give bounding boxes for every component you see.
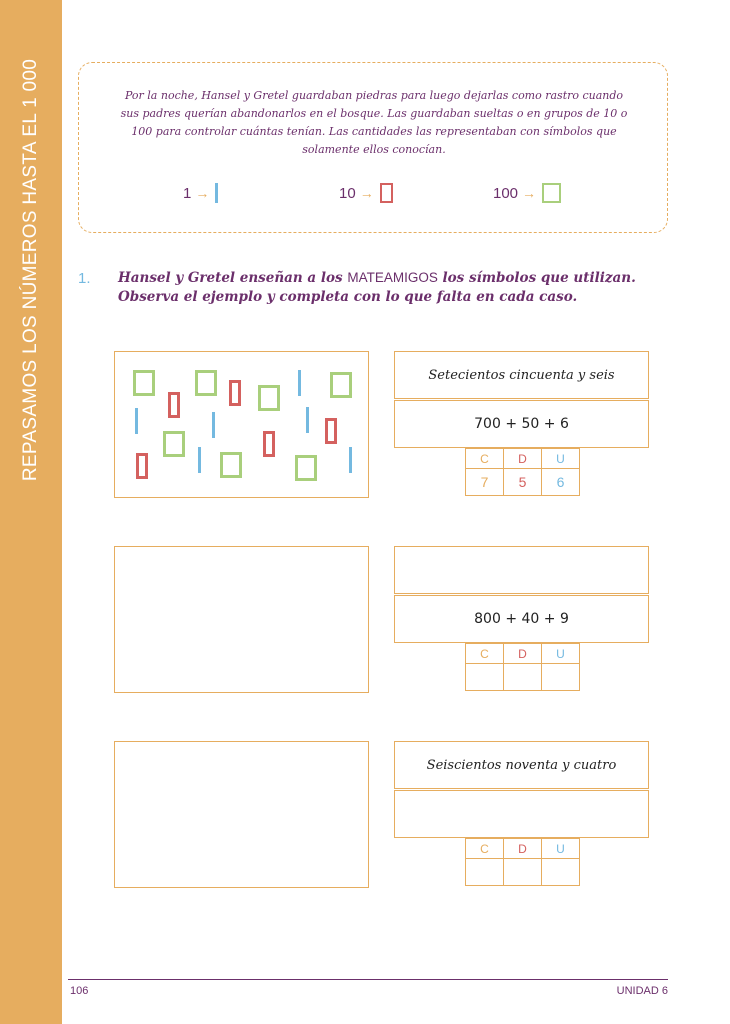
ten-symbol (263, 431, 275, 457)
symbol-drawing-box-2[interactable] (114, 546, 369, 693)
one-symbol (298, 370, 301, 396)
legend-number: 100 (493, 184, 519, 202)
one-symbol (198, 447, 201, 473)
one-symbol (349, 447, 352, 473)
arrow-right-icon: → (195, 185, 210, 201)
one-symbol (306, 407, 309, 433)
ones-cell[interactable] (542, 859, 580, 886)
intro-box (78, 62, 668, 233)
ones-cell[interactable] (542, 664, 580, 691)
ten-symbol (229, 380, 241, 406)
expanded-sum-box-1[interactable]: 700 + 50 + 6 (394, 400, 649, 448)
place-value-table-3 (465, 838, 580, 886)
number-words-box-2[interactable] (394, 546, 649, 594)
number-words-box-3[interactable]: Seiscientos noventa y cuatro (394, 741, 649, 789)
hundred-symbol (133, 370, 155, 396)
symbol-drawing-box-1 (114, 351, 369, 498)
legend-ten (339, 183, 393, 203)
hundreds-header: C (466, 839, 504, 859)
legend-number: 10 (339, 184, 356, 202)
ones-header: U (542, 839, 580, 859)
instructions-part-1: Hansel y Gretel enseñan a los (118, 270, 348, 286)
hundreds-cell[interactable] (466, 859, 504, 886)
instructions-part-2: los símbolos que utilizan. Observa el ejemplo y completa con lo que falta en cada caso. (118, 270, 636, 305)
side-band (0, 0, 62, 1024)
tens-header: D (504, 449, 542, 469)
expanded-sum-box-3[interactable] (394, 790, 649, 838)
ten-symbol (136, 453, 148, 479)
tens-cell[interactable] (504, 859, 542, 886)
ten-symbol (168, 392, 180, 418)
ones-header: U (542, 449, 580, 469)
arrow-right-icon: → (359, 185, 374, 201)
ten-symbol (325, 418, 337, 444)
section-title: REPASAMOS LOS NÚMEROS HASTA EL 1 000 (20, 58, 41, 482)
hundred-symbol (295, 455, 317, 481)
hundred-symbol (220, 452, 242, 478)
hundred-stones-square-icon (542, 183, 561, 203)
one-symbol (135, 408, 138, 434)
one-stone-line-icon (215, 183, 218, 203)
hundreds-header: C (466, 449, 504, 469)
footer-divider (68, 979, 668, 980)
place-value-table-1 (465, 448, 580, 496)
ones-cell[interactable]: 6 (542, 469, 580, 496)
mateamigos-label: MATEAMIGOS (347, 270, 438, 285)
hundreds-header: C (466, 644, 504, 664)
hundreds-cell[interactable] (466, 664, 504, 691)
tens-cell[interactable]: 5 (504, 469, 542, 496)
intro-text: Por la noche, Hansel y Gretel guardaban piedras para luego dejarlas como rastro cuando sus padres querían abandonarlos en el bosque. Las guardaban sueltas o en grupos de 10 o 100 para controlar cuántas tenían. Las cantidades las representaban con símbolos que solamente ellos conocían. (120, 89, 628, 156)
tens-header: D (504, 839, 542, 859)
legend-number: 1 (183, 184, 192, 202)
activity-instructions (118, 268, 670, 307)
arrow-right-icon: → (522, 185, 537, 201)
tens-cell[interactable] (504, 664, 542, 691)
legend-hundred (493, 183, 561, 203)
place-value-table-2 (465, 643, 580, 691)
ones-header: U (542, 644, 580, 664)
page-number: 106 (70, 985, 89, 997)
symbol-drawing-box-3[interactable] (114, 741, 369, 888)
hundred-symbol (330, 372, 352, 398)
hundred-symbol (163, 431, 185, 457)
legend-one (183, 183, 218, 203)
number-words-box-1[interactable]: Setecientos cincuenta y seis (394, 351, 649, 399)
ten-stones-rectangle-icon (380, 183, 393, 203)
hundred-symbol (195, 370, 217, 396)
tens-header: D (504, 644, 542, 664)
unit-label: UNIDAD 6 (616, 985, 668, 997)
expanded-sum-box-2[interactable]: 800 + 40 + 9 (394, 595, 649, 643)
hundreds-cell[interactable]: 7 (466, 469, 504, 496)
activity-number: 1. (78, 270, 91, 287)
one-symbol (212, 412, 215, 438)
hundred-symbol (258, 385, 280, 411)
